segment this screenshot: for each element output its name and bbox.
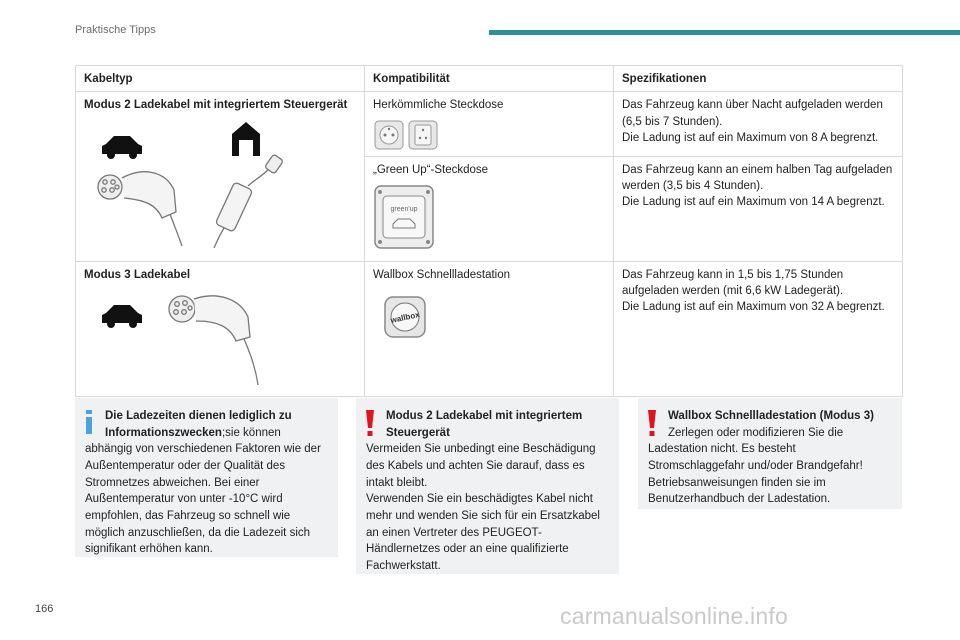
- table-header-row: [76, 66, 903, 92]
- header-accent-bar: [489, 30, 960, 35]
- greenup-socket-icon: [373, 184, 435, 250]
- mode3-cable-illustration: [84, 289, 284, 385]
- column-header-cable-type: Kabeltyp: [76, 66, 365, 92]
- spec-duration: Das Fahrzeug kann in 1,5 bis 1,75 Stunden aufgeladen werden (mit 6,6 kW Ladegerät).: [622, 268, 844, 297]
- note-title: Die Ladezeiten dienen lediglich zu Informationszwecken: [105, 410, 292, 439]
- warning-note-cable: [356, 398, 619, 574]
- note-title-suffix: ;sie können: [221, 426, 281, 439]
- note-body: Verwenden Sie ein beschädigtes Kabel nicht mehr und wenden Sie sich für ein Ersatzkabel an einen Vertreter des PEUGEOT-Händlernetzes oder an eine qualifizierte Fachwerkstatt.: [366, 493, 600, 573]
- section-title: Praktische Tipps: [75, 24, 156, 36]
- spec-cell-household: [614, 92, 903, 156]
- table-row: [76, 261, 903, 396]
- control-box-cable: [214, 154, 284, 248]
- wallbox-label: wallbox: [389, 310, 421, 325]
- column-header-compatibility: Kompatibilität: [365, 66, 614, 92]
- info-icon: [85, 410, 93, 434]
- greenup-socket-label: green'up: [390, 205, 418, 213]
- spec-cell-greenup: [614, 156, 903, 261]
- car-icon: [102, 305, 142, 328]
- info-note: [75, 398, 338, 557]
- compat-cell-wallbox: [365, 261, 614, 396]
- cable-name: Modus 2 Ladekabel mit integriertem Steuergerät: [84, 99, 348, 112]
- spec-current-limit: Die Ladung ist auf ein Maximum von 8 A begrenzt.: [622, 131, 879, 144]
- note-title: Modus 2 Ladekabel mit integriertem Steuergerät: [386, 410, 583, 439]
- note-title-continuation: Zerlegen oder modifizieren Sie die: [668, 426, 844, 439]
- spec-current-limit: Die Ladung ist auf ein Maximum von 32 A begrenzt.: [622, 301, 885, 314]
- note-body: abhängig von verschiedenen Faktoren wie der Außentemperatur oder der Qualität des Stromnetzes abweichen. Bei einer Außentemperatur von unter -10°C wird empfohlen, das Fahrzeug so schnell wie möglich anzuschließen, da die Ladezeit sich signifikant erhöhen kann.: [85, 443, 321, 556]
- ev-connector: [98, 171, 182, 245]
- spec-current-limit: Die Ladung ist auf ein Maximum von 14 A begrenzt.: [622, 196, 885, 209]
- compat-cell-household: [365, 92, 614, 156]
- note-title: Wallbox Schnellladestation (Modus 3): [668, 410, 874, 422]
- note-body: Betriebsanweisungen finden sie im Benutzerhandbuch der Ladestation.: [648, 476, 831, 506]
- compat-name: Wallbox Schnellladestation: [373, 268, 511, 281]
- spec-duration: Das Fahrzeug kann an einem halben Tag aufgeladen werden (3,5 bis 4 Stunden).: [622, 163, 893, 192]
- page-number: 166: [35, 603, 54, 615]
- note-body: Vermeiden Sie unbedingt eine Beschädigung des Kabels und achten Sie darauf, dass es intakt bleibt.: [366, 443, 596, 489]
- note-body: Ladestation nicht. Es besteht Stromschlaggefahr und/oder Brandgefahr!: [648, 443, 863, 473]
- spec-cell-wallbox: [614, 261, 903, 396]
- household-socket-icons: [373, 120, 453, 152]
- charging-cable-table: [75, 65, 903, 397]
- mode2-cable-illustration: [84, 120, 284, 248]
- garage-icon: [232, 122, 260, 156]
- table-row: [76, 92, 903, 156]
- compat-name: „Green Up“-Steckdose: [373, 163, 489, 176]
- watermark: carmanualsonline.info: [560, 603, 788, 629]
- cable-cell-mode3: [76, 261, 365, 396]
- warning-icon: [648, 410, 656, 436]
- column-header-specifications: Spezifikationen: [614, 66, 903, 92]
- warning-note-wallbox: [638, 398, 902, 509]
- wallbox-icon: [383, 295, 445, 345]
- warning-icon: [366, 410, 374, 436]
- car-icon: [102, 136, 142, 159]
- spec-duration: Das Fahrzeug kann über Nacht aufgeladen werden (6,5 bis 7 Stunden).: [622, 99, 883, 128]
- cable-name: Modus 3 Ladekabel: [84, 268, 191, 281]
- ev-connector: [169, 296, 258, 385]
- compat-name: Herkömmliche Steckdose: [373, 99, 504, 112]
- compat-cell-greenup: [365, 156, 614, 261]
- cable-cell-mode2: [76, 92, 365, 261]
